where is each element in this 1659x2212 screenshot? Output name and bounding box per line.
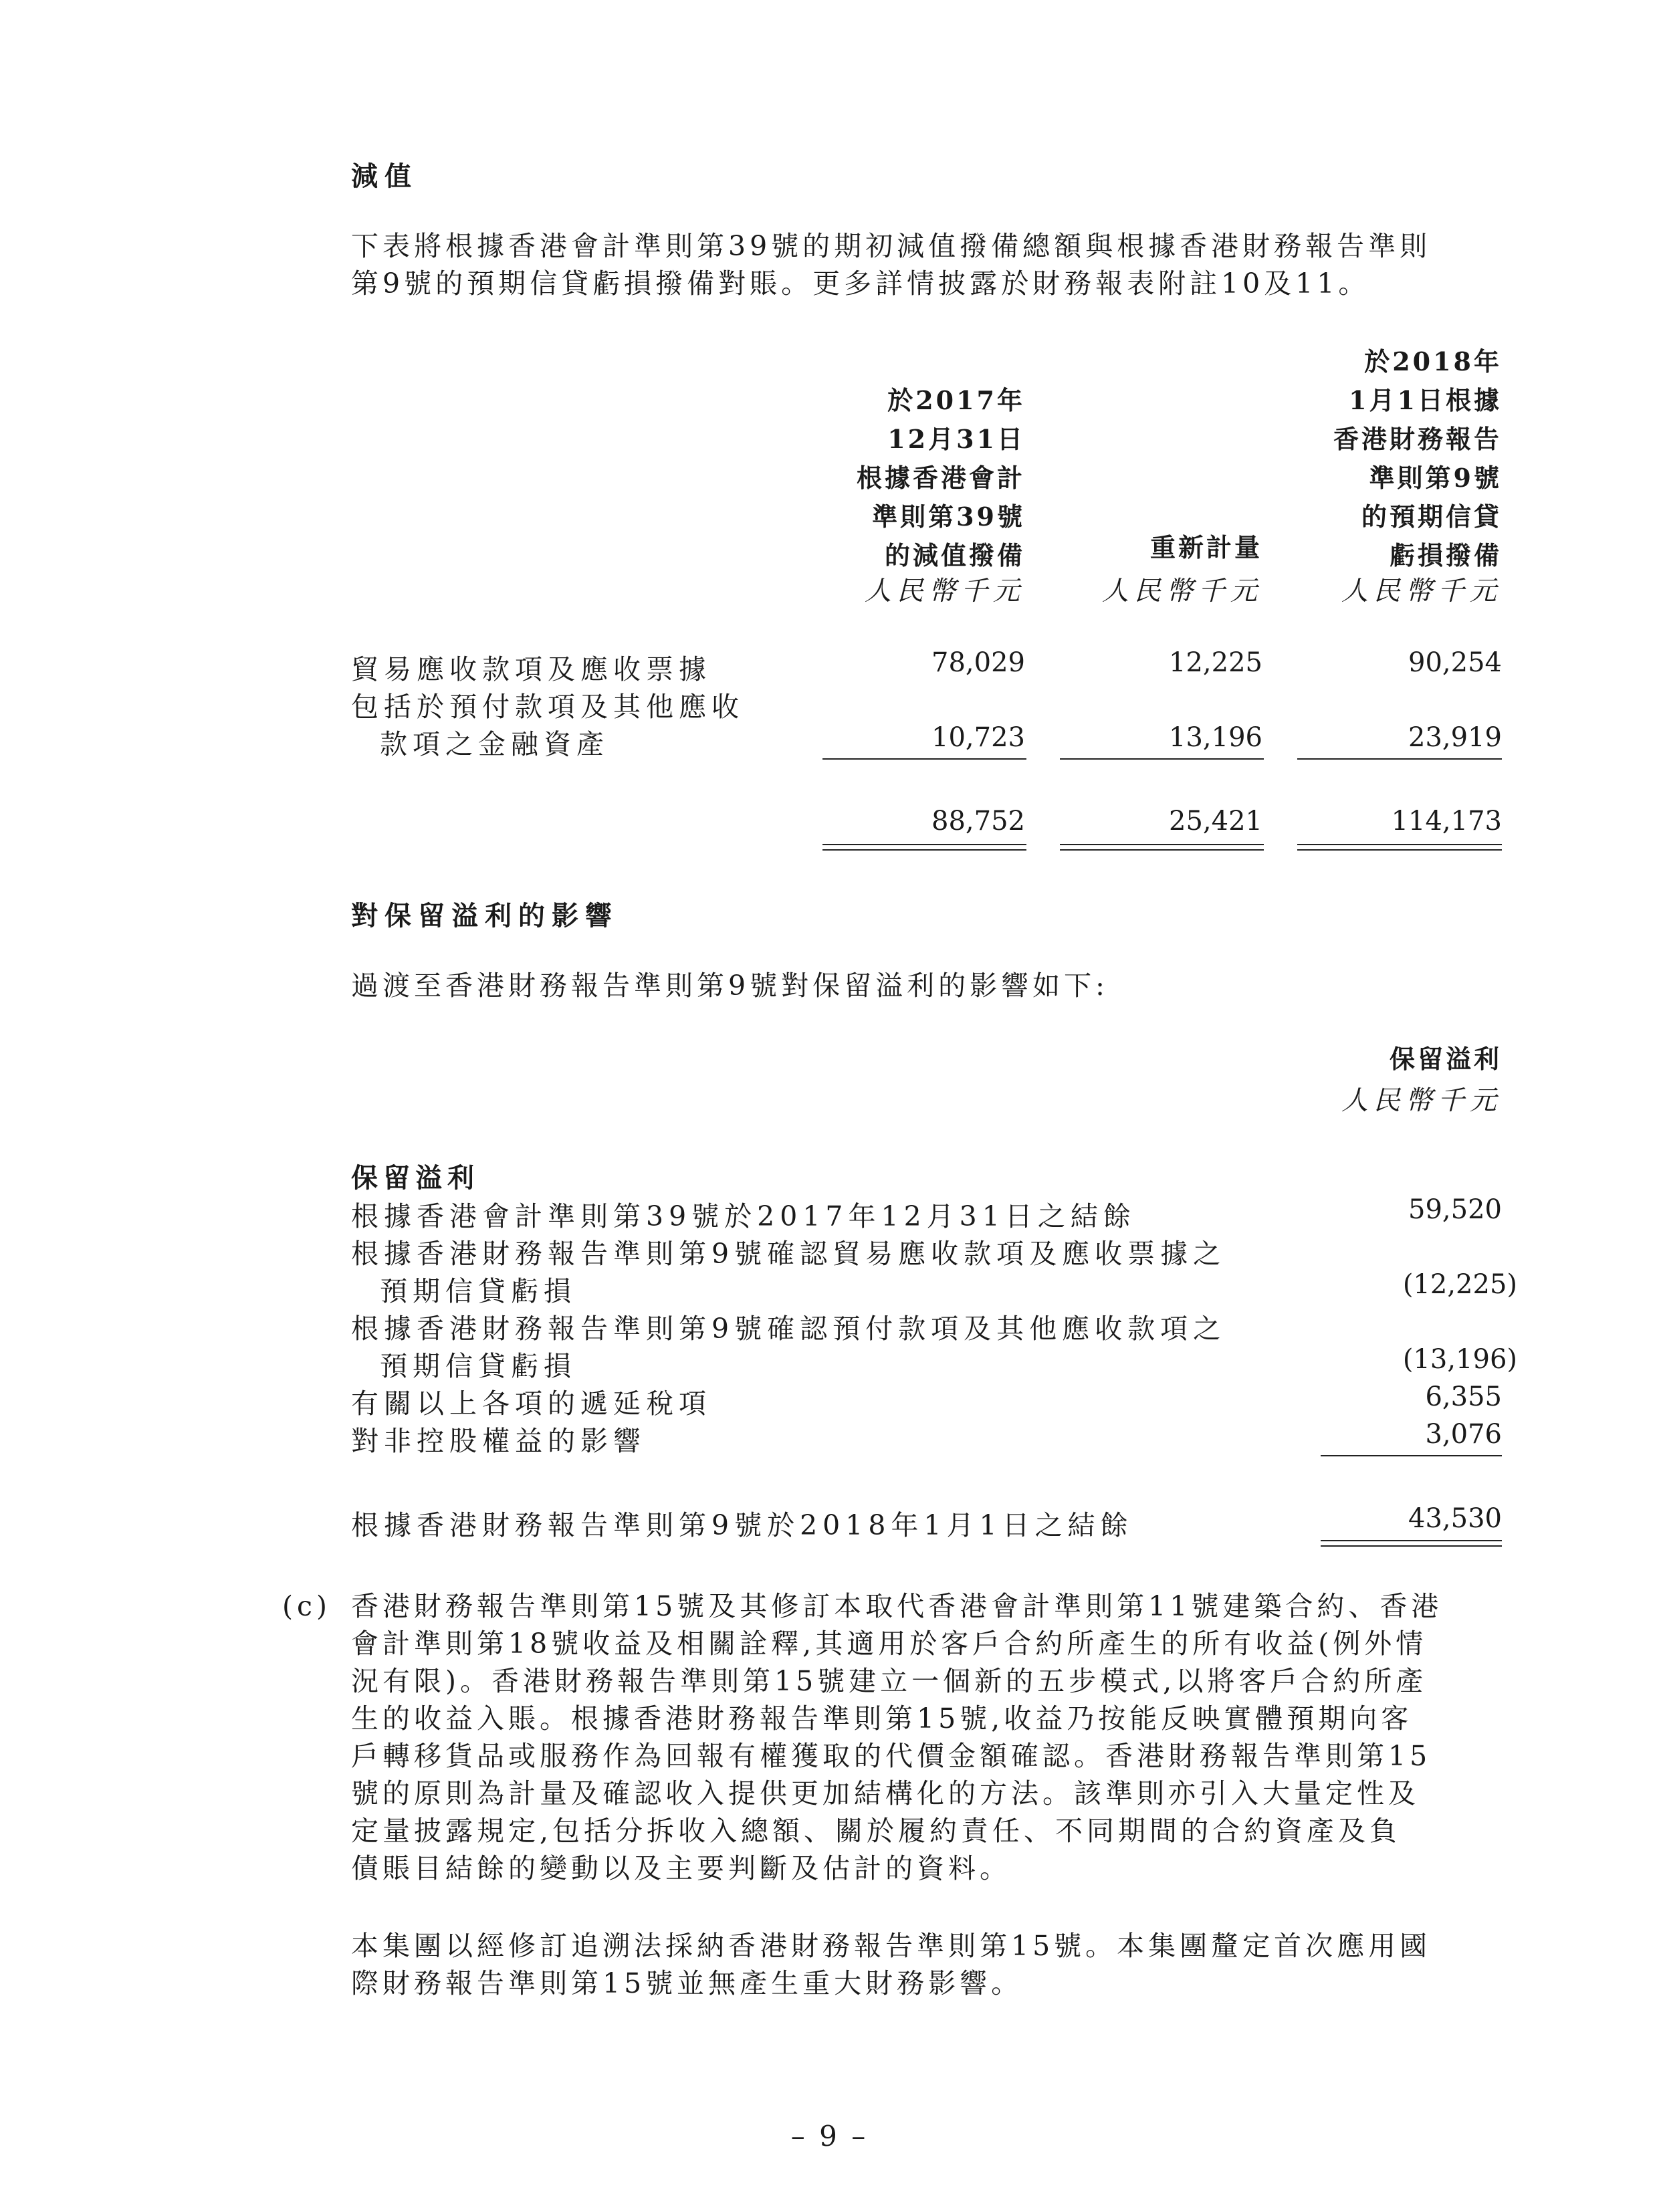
row-financial-assets-label-line1: 包括於預付款項及其他應收 (351, 691, 744, 723)
retained-row4-label: 有關以上各項的遞延稅項 (351, 1388, 711, 1420)
note-c-p1-line: 生的收益入賬。根據香港財務報告準則第15號,收益乃按能反映實體預期向客 (351, 1702, 1413, 1735)
retained-row4-value: 6,355 (1425, 1381, 1502, 1412)
retained-row2-value: (12,225) (1402, 1269, 1517, 1300)
col3-unit: 人民幣千元 (1341, 576, 1502, 606)
impairment-intro (351, 227, 1501, 302)
retained-col-header: 保留溢利 (1389, 1044, 1502, 1074)
col3-header: 於2018年 1月1日根據 香港財務報告 準則第9號 的預期信貸 虧損撥備 (1333, 346, 1502, 570)
retained-row2-label-line1: 根據香港財務報告準則第9號確認貿易應收款項及應收票據之 (351, 1238, 1226, 1270)
col1-subtotal-rule (822, 758, 1026, 760)
col2-header: 重新計量 (1149, 532, 1262, 562)
retained-closing-value: 43,530 (1408, 1503, 1502, 1534)
col2-total-double-rule (1060, 844, 1264, 851)
col3-subtotal-rule (1297, 758, 1502, 760)
retained-row5-value: 3,076 (1425, 1419, 1502, 1450)
row-trade-receivables-label: 貿易應收款項及應收票據 (351, 653, 711, 685)
retained-closing-double-rule (1321, 1540, 1502, 1547)
note-c-p1-line: 況有限)。香港財務報告準則第15號建立一個新的五步模式,以將客戶合約所產 (351, 1665, 1428, 1697)
retained-closing-label: 根據香港財務報告準則第9號於2018年1月1日之結餘 (351, 1509, 1133, 1541)
col1-total-double-rule (822, 844, 1026, 851)
total-v1: 88,752 (931, 806, 1025, 837)
retained-row3-value: (13,196) (1402, 1344, 1517, 1375)
row-trade-receivables-v2: 12,225 (1169, 647, 1262, 678)
col2-unit: 人民幣千元 (1102, 576, 1262, 606)
note-c-p1-line: 定量披露規定,包括分拆收入總額、關於履約責任、不同期間的合約資產及負 (351, 1815, 1402, 1847)
retained-subtotal-rule (1321, 1455, 1502, 1456)
note-c-p1-line: 香港財務報告準則第15號及其修訂本取代香港會計準則第11號建築合約、香港 (351, 1590, 1443, 1622)
retained-row1-label: 根據香港會計準則第39號於2017年12月31日之結餘 (351, 1200, 1136, 1232)
note-c-p1-line: 戶轉移貨品或服務作為回報有權獲取的代價金額確認。香港財務報告準則第15 (351, 1740, 1432, 1772)
page-number: – 9 – (790, 2120, 869, 2152)
note-c-marker: (c) (282, 1590, 331, 1622)
impairment-intro-line1: 下表將根據香港會計準則第39號的期初減值撥備總額與根據香港財務報告準則 (351, 230, 1432, 262)
retained-row5-label: 對非控股權益的影響 (351, 1425, 646, 1457)
row-trade-receivables-v1: 78,029 (931, 647, 1025, 678)
note-c-paragraph2 (351, 1927, 1501, 2002)
retained-row1-value: 59,520 (1408, 1194, 1502, 1225)
row-trade-receivables-v3: 90,254 (1408, 647, 1502, 678)
note-c-p1-line: 號的原則為計量及確認收入提供更加結構化的方法。該準則亦引入大量定性及 (351, 1777, 1420, 1809)
retained-row3-label-line2: 預期信貸虧損 (380, 1350, 576, 1382)
row-financial-assets-label-line2: 款項之金融資產 (380, 728, 609, 760)
col1-header: 於2017年 12月31日 根據香港會計 準則第39號 的減值撥備 (856, 385, 1025, 570)
row-financial-assets-v1: 10,723 (931, 722, 1025, 753)
note-c-paragraph1 (351, 1587, 1501, 1887)
note-c-p1-line: 會計準則第18號收益及相關詮釋,其適用於客戶合約所產生的所有收益(例外情 (351, 1628, 1428, 1660)
col2-subtotal-rule (1060, 758, 1264, 760)
impairment-heading: 減值 (351, 160, 418, 192)
total-v2: 25,421 (1169, 806, 1262, 837)
note-c-p2-line: 際財務報告準則第15號並無產生重大財務影響。 (351, 1967, 1023, 1999)
retained-row2-label-line2: 預期信貸虧損 (380, 1275, 576, 1307)
retained-heading: 對保留溢利的影響 (351, 900, 619, 931)
note-c-p1-line: 債賬目結餘的變動以及主要判斷及估計的資料。 (351, 1852, 1011, 1884)
row-financial-assets-v3: 23,919 (1408, 722, 1502, 753)
retained-row3-label-line1: 根據香港財務報告準則第9號確認預付款項及其他應收款項之 (351, 1313, 1226, 1345)
retained-section-label: 保留溢利 (351, 1162, 479, 1194)
retained-col-unit: 人民幣千元 (1341, 1085, 1502, 1116)
total-v3: 114,173 (1391, 806, 1502, 837)
note-c-p2-line: 本集團以經修訂追溯法採納香港財務報告準則第15號。本集團釐定首次應用國 (351, 1930, 1432, 1962)
col1-unit: 人民幣千元 (865, 576, 1025, 606)
impairment-intro-line2: 第9號的預期信貸虧損撥備對賬。更多詳情披露於財務報表附註10及11。 (351, 267, 1370, 300)
row-financial-assets-v2: 13,196 (1169, 722, 1262, 753)
retained-intro: 過渡至香港財務報告準則第9號對保留溢利的影響如下: (351, 970, 1109, 1002)
col3-total-double-rule (1297, 844, 1502, 851)
